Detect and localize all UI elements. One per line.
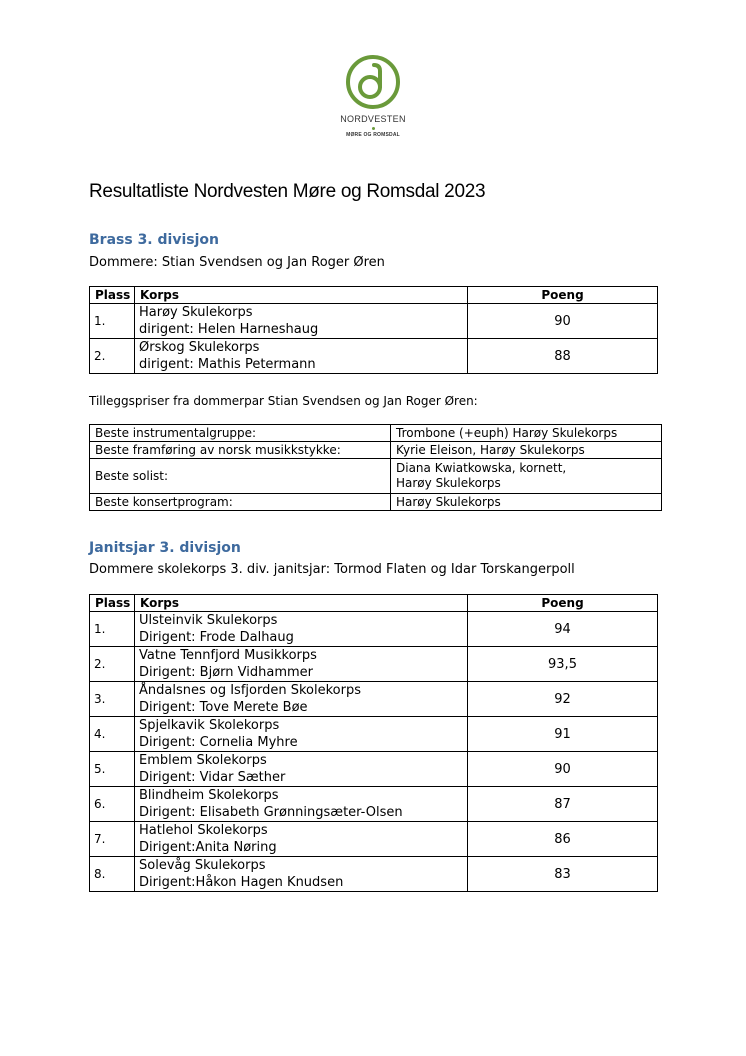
score-cell: 87 [468,787,658,822]
logo-name: NORDVESTEN [340,114,406,124]
conductor-name: dirigent: Helen Harneshaug [139,322,319,337]
conductor-name: Dirigent:Håkon Hagen Knudsen [139,875,344,890]
table-row [90,612,658,647]
table-row [90,682,658,717]
header-band: Korps [135,595,468,612]
place-cell: 2. [90,339,135,374]
header-place: Plass [90,287,135,304]
table-header-row [90,287,658,304]
conductor-name: Dirigent: Cornelia Myhre [139,735,298,750]
header-score: Poeng [468,287,658,304]
band-cell [135,857,468,892]
winner-line: Diana Kwiatkowska, kornett, [396,461,567,475]
band-name: Ørskog Skulekorps [139,340,260,355]
score-cell: 94 [468,612,658,647]
place-cell: 8. [90,857,135,892]
winner-cell: Kyrie Eleison, Harøy Skulekorps [391,442,662,459]
score-cell: 92 [468,682,658,717]
score-cell: 91 [468,717,658,752]
score-cell: 90 [468,752,658,787]
band-cell [135,304,468,339]
logo [325,54,421,138]
table-row [90,339,658,374]
header-place: Plass [90,595,135,612]
score-cell: 90 [468,304,658,339]
band-cell [135,612,468,647]
table-row [90,822,658,857]
conductor-name: Dirigent: Bjørn Vidhammer [139,665,313,680]
band-cell [135,682,468,717]
band-name: Vatne Tennfjord Musikkorps [139,648,317,663]
band-name: Åndalsnes og Isfjorden Skolekorps [139,683,361,698]
winner-cell: Trombone (+euph) Harøy Skulekorps [391,425,662,442]
conductor-name: Dirigent: Vidar Sæther [139,770,286,785]
band-cell [135,339,468,374]
brass-heading: Brass 3. divisjon [89,232,219,248]
table-row [90,647,658,682]
place-cell: 2. [90,647,135,682]
place-cell: 3. [90,682,135,717]
header-score: Poeng [468,595,658,612]
prize-cell: Beste instrumentalgruppe: [90,425,391,442]
band-cell [135,647,468,682]
band-cell [135,822,468,857]
conductor-name: Dirigent: Frode Dalhaug [139,630,294,645]
place-cell: 1. [90,612,135,647]
place-cell: 1. [90,304,135,339]
place-cell: 5. [90,752,135,787]
janitsjar-judges: Dommere skolekorps 3. div. janitsjar: Tormod Flaten og Idar Torskangerpoll [89,562,575,577]
conductor-name: dirigent: Mathis Petermann [139,357,316,372]
nordvesten-logo-icon [345,54,401,110]
band-name: Harøy Skulekorps [139,305,253,320]
score-cell: 83 [468,857,658,892]
score-cell: 88 [468,339,658,374]
band-name: Spjelkavik Skolekorps [139,718,280,733]
logo-subtitle: MØRE OG ROMSDAL [346,132,400,138]
band-cell [135,717,468,752]
band-name: Solevåg Skulekorps [139,858,266,873]
table-row [90,425,662,442]
janitsjar-heading: Janitsjar 3. divisjon [89,540,241,556]
prize-cell: Beste solist: [90,459,391,494]
band-name: Ulsteinvik Skulekorps [139,613,278,628]
place-cell: 6. [90,787,135,822]
conductor-name: Dirigent:Anita Nøring [139,840,277,855]
band-name: Emblem Skolekorps [139,753,267,768]
brass-judges: Dommere: Stian Svendsen og Jan Roger Øren [89,255,385,270]
winner-cell: Harøy Skulekorps [391,494,662,511]
band-name: Hatlehol Skolekorps [139,823,268,838]
extra-prizes-table [89,424,662,511]
score-cell: 86 [468,822,658,857]
place-cell: 7. [90,822,135,857]
prize-cell: Beste konsertprogram: [90,494,391,511]
place-cell: 4. [90,717,135,752]
table-header-row [90,595,658,612]
score-cell: 93,5 [468,647,658,682]
table-row [90,459,662,494]
brass-results-table [89,286,658,374]
band-cell [135,752,468,787]
winner-line: Harøy Skulekorps [396,476,501,490]
winner-cell [391,459,662,494]
table-row [90,494,662,511]
table-row [90,752,658,787]
header-band: Korps [135,287,468,304]
prize-cell: Beste framføring av norsk musikkstykke: [90,442,391,459]
table-row [90,304,658,339]
page-title: Resultatliste Nordvesten Møre og Romsdal 2023 [89,181,486,202]
logo-dot [372,127,375,130]
conductor-name: Dirigent: Tove Merete Bøe [139,700,308,715]
band-cell [135,787,468,822]
janitsjar-results-table [89,594,658,892]
band-name: Blindheim Skolekorps [139,788,279,803]
table-row [90,442,662,459]
table-row [90,717,658,752]
extra-prizes-intro: Tilleggspriser fra dommerpar Stian Svendsen og Jan Roger Øren: [89,394,478,408]
table-row [90,857,658,892]
conductor-name: Dirigent: Elisabeth Grønningsæter-Olsen [139,805,403,820]
table-row [90,787,658,822]
